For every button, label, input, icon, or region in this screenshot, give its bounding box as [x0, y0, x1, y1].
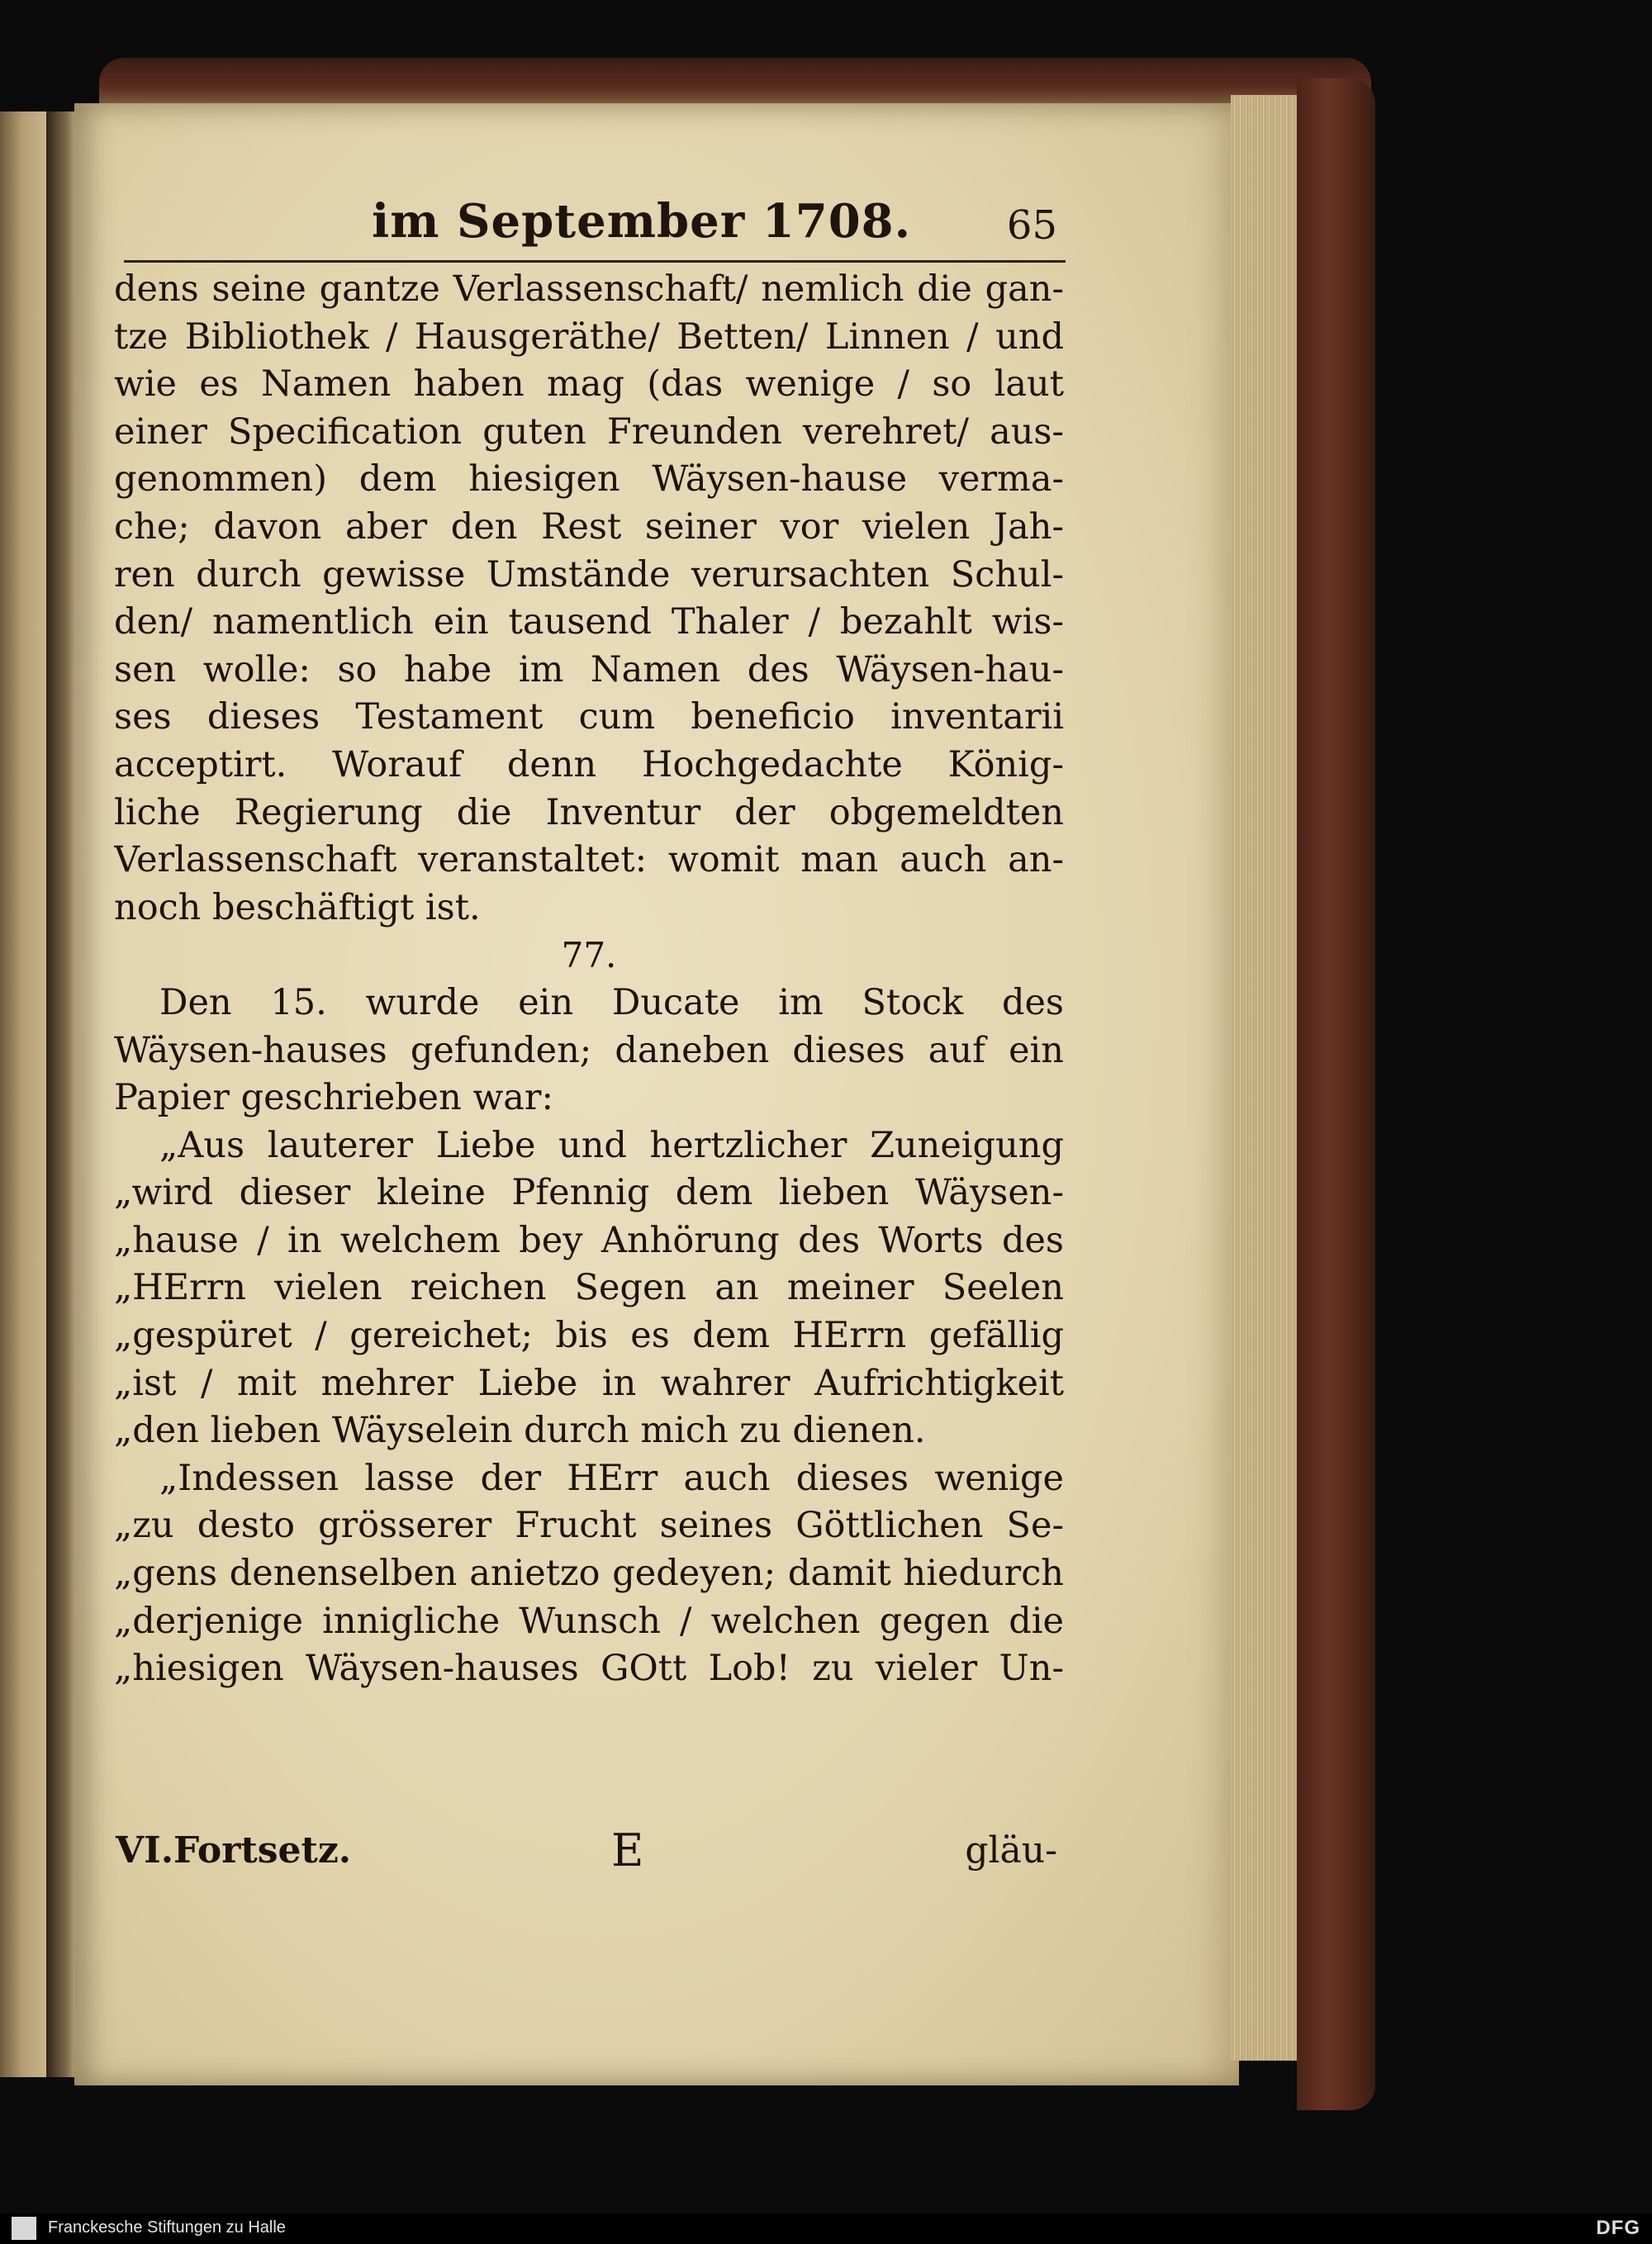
quote-line: „Aus lauterer Liebe und hertzlicher Zuneigung	[159, 1124, 1064, 1166]
text-line: den/ namentlich ein tausend Thaler / bezahlt wis-	[114, 601, 1064, 643]
text-line: Den 15. wurde ein Ducate im Stock des	[159, 981, 1064, 1023]
page-edges	[1231, 95, 1305, 2061]
text-line: acceptirt. Worauf denn Hochgedachte König-	[114, 743, 1064, 785]
quote-line: „wird dieser kleine Pfennig dem lieben Wäysen-	[114, 1172, 1064, 1214]
quote-line: „den lieben Wäyselein durch mich zu dienen.	[114, 1410, 926, 1452]
book-cover-top	[99, 58, 1371, 107]
quote-line: „hiesigen Wäysen-hauses GOtt Lob! zu vieler Un-	[114, 1648, 1064, 1690]
page-number: 65	[1006, 202, 1057, 249]
viewer-bottom-bar	[0, 2213, 1652, 2244]
text-line: Papier geschrieben war:	[114, 1077, 553, 1119]
text-line: Wäysen-hauses gefunden; daneben dieses auf ein	[114, 1029, 1064, 1071]
quote-line: „gens denenselben anietzo gedeyen; damit hiedurch	[114, 1553, 1064, 1595]
text-line: liche Regierung die Inventur der obgemeldten	[114, 791, 1064, 833]
quote-line: „gespüret / gereichet; bis es dem HErrn gefällig	[114, 1315, 1064, 1357]
text-line: dens seine gantze Verlassenschaft/ nemlich die gan-	[114, 268, 1064, 310]
dfg-logo: DFG	[1596, 2217, 1640, 2239]
library-logo-icon	[12, 2217, 36, 2240]
section-number: 77.	[561, 935, 617, 976]
text-line: Verlassenschaft veranstaltet: womit man auch an-	[114, 839, 1064, 881]
page-footer	[116, 1824, 1057, 1879]
signature-mark: VI.Fortsetz.	[116, 1829, 352, 1872]
text-line: einer Specification guten Freunden verehret/ aus-	[114, 410, 1064, 453]
page-header	[116, 194, 1066, 260]
library-name: Franckesche Stiftungen zu Halle	[48, 2218, 286, 2237]
quote-line: „ist / mit mehrer Liebe in wahrer Aufrichtigkeit	[114, 1362, 1064, 1404]
quote-line: „zu desto grösserer Frucht seines Göttlichen Se-	[114, 1505, 1064, 1547]
text-line: wie es Namen haben mag (das wenige / so laut	[114, 363, 1064, 406]
quote-line: „hause / in welchem bey Anhörung des Worts des	[114, 1219, 1064, 1261]
text-line: ren durch gewisse Umstände verursachten Schul-	[114, 553, 1064, 595]
quote-line: „Indessen lasse der HErr auch dieses wenige	[159, 1457, 1064, 1499]
catchword: gläu-	[965, 1829, 1057, 1872]
text-line: ses dieses Testament cum beneficio inventarii	[114, 696, 1064, 738]
page-text	[114, 266, 1064, 1693]
quote-line: „HErrn vielen reichen Segen an meiner Seelen	[114, 1267, 1064, 1309]
book-cover-spine	[1297, 78, 1375, 2110]
text-line: noch beschäftigt ist.	[114, 886, 481, 928]
signature-letter: E	[611, 1824, 644, 1876]
header-rule	[124, 260, 1066, 263]
text-line: sen wolle: so habe im Namen des Wäysen-hau-	[114, 648, 1064, 690]
left-page-edge	[0, 111, 50, 2077]
text-line: tze Bibliothek / Hausgeräthe/ Betten/ Linnen / und	[114, 315, 1064, 358]
running-head: im September 1708.	[372, 194, 912, 249]
quote-line: „derjenige innigliche Wunsch / welchen gegen die	[114, 1600, 1064, 1642]
text-line: che; davon aber den Rest seiner vor vielen Jah-	[114, 505, 1064, 548]
text-line: genommen) dem hiesigen Wäysen-hause verma-	[114, 458, 1064, 501]
